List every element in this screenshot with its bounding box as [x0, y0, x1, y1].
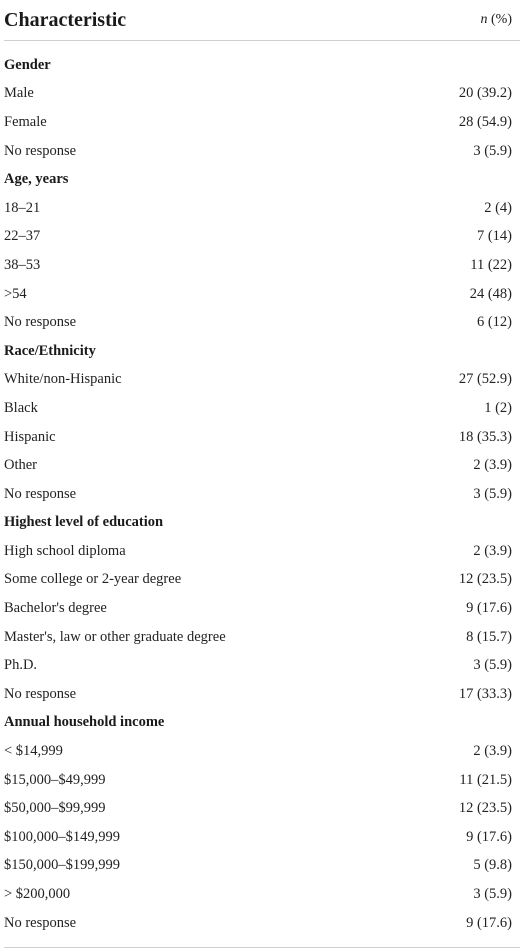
- row-value: 18 (35.3): [458, 428, 512, 445]
- row-value: 8 (15.7): [466, 628, 512, 645]
- table-row: [4, 108, 520, 137]
- row-value: 6 (12): [476, 314, 512, 331]
- row-label: Master's, law or other graduate degree: [4, 628, 226, 645]
- row-value: 3 (5.9): [473, 485, 512, 502]
- row-value: 11 (21.5): [459, 771, 512, 788]
- table-row: [4, 566, 520, 595]
- table-row: [4, 594, 520, 623]
- row-value: 2 (3.9): [473, 542, 512, 559]
- table-row: [4, 251, 520, 280]
- row-value: 2 (3.9): [473, 743, 512, 760]
- section-header-row: [4, 509, 520, 538]
- row-value: 12 (23.5): [458, 571, 512, 588]
- table-row: [4, 223, 520, 252]
- table-row: [4, 651, 520, 680]
- row-value: 1 (2): [484, 399, 512, 416]
- n-symbol: n: [480, 12, 488, 27]
- row-label: $50,000–$99,999: [4, 800, 106, 817]
- row-label: Female: [4, 113, 47, 130]
- section-title: Highest level of education: [4, 514, 164, 531]
- row-value: 9 (17.6): [466, 914, 512, 931]
- section-header-row: [4, 165, 520, 194]
- section-header-row: [4, 51, 520, 80]
- table-row: [4, 451, 520, 480]
- row-label: No response: [4, 914, 77, 931]
- row-label: Bachelor's degree: [4, 600, 107, 617]
- table-row: [4, 680, 520, 709]
- row-value: 3 (5.9): [473, 886, 512, 903]
- table-bottom-rule: [4, 947, 520, 948]
- table-row: [4, 766, 520, 795]
- section-title: Age, years: [4, 171, 69, 188]
- row-value: 27 (52.9): [458, 371, 512, 388]
- table-row: [4, 537, 520, 566]
- table-row: [4, 137, 520, 166]
- row-value: 2 (4): [484, 199, 512, 216]
- table-row: [4, 308, 520, 337]
- row-label: > $200,000: [4, 886, 71, 903]
- table-row: [4, 194, 520, 223]
- table-row: [4, 794, 520, 823]
- table-row: [4, 737, 520, 766]
- table-row: [4, 823, 520, 852]
- row-label: < $14,999: [4, 743, 63, 760]
- table-row: [4, 423, 520, 452]
- section-title: Race/Ethnicity: [4, 342, 96, 359]
- section-title: Gender: [4, 56, 51, 73]
- row-label: Male: [4, 85, 34, 102]
- table-row: [4, 280, 520, 309]
- section-title: Annual household income: [4, 714, 165, 731]
- table-row: [4, 909, 520, 938]
- row-value: 3 (5.9): [473, 142, 512, 159]
- row-label: >54: [4, 285, 27, 302]
- row-value: 12 (23.5): [458, 800, 512, 817]
- row-label: No response: [4, 685, 77, 702]
- row-label: $100,000–$149,999: [4, 828, 120, 845]
- row-value: 5 (9.8): [473, 857, 512, 874]
- n-percent-column-header: [481, 12, 513, 28]
- table-row: [4, 880, 520, 909]
- table-body: [4, 41, 520, 937]
- row-label: $15,000–$49,999: [4, 771, 106, 788]
- row-value: 9 (17.6): [466, 828, 512, 845]
- section-header-row: [4, 709, 520, 738]
- table-row: [4, 623, 520, 652]
- percent-symbol: (%): [487, 12, 512, 27]
- row-label: High school diploma: [4, 542, 126, 559]
- row-label: 38–53: [4, 256, 41, 273]
- row-value: 11 (22): [470, 256, 512, 273]
- row-label: Hispanic: [4, 428, 56, 445]
- row-value: 28 (54.9): [458, 113, 512, 130]
- row-label: No response: [4, 142, 77, 159]
- row-label: 22–37: [4, 228, 41, 245]
- table-row: [4, 394, 520, 423]
- table-row: [4, 852, 520, 881]
- characteristic-column-header: Characteristic: [4, 8, 127, 31]
- row-value: 2 (3.9): [473, 457, 512, 474]
- row-label: Ph.D.: [4, 657, 38, 674]
- demographics-table: [4, 0, 520, 948]
- row-value: 7 (14): [476, 228, 512, 245]
- row-value: 9 (17.6): [466, 600, 512, 617]
- row-label: No response: [4, 314, 77, 331]
- row-value: 3 (5.9): [473, 657, 512, 674]
- row-label: No response: [4, 485, 77, 502]
- row-label: White/non-Hispanic: [4, 371, 122, 388]
- row-value: 24 (48): [469, 285, 512, 302]
- table-row: [4, 366, 520, 395]
- section-header-row: [4, 337, 520, 366]
- row-value: 20 (39.2): [458, 85, 512, 102]
- row-label: 18–21: [4, 199, 41, 216]
- row-label: $150,000–$199,999: [4, 857, 120, 874]
- table-header: [4, 0, 520, 41]
- row-label: Other: [4, 457, 38, 474]
- table-row: [4, 80, 520, 109]
- row-value: 17 (33.3): [458, 685, 512, 702]
- row-label: Black: [4, 399, 38, 416]
- table-row: [4, 480, 520, 509]
- row-label: Some college or 2-year degree: [4, 571, 182, 588]
